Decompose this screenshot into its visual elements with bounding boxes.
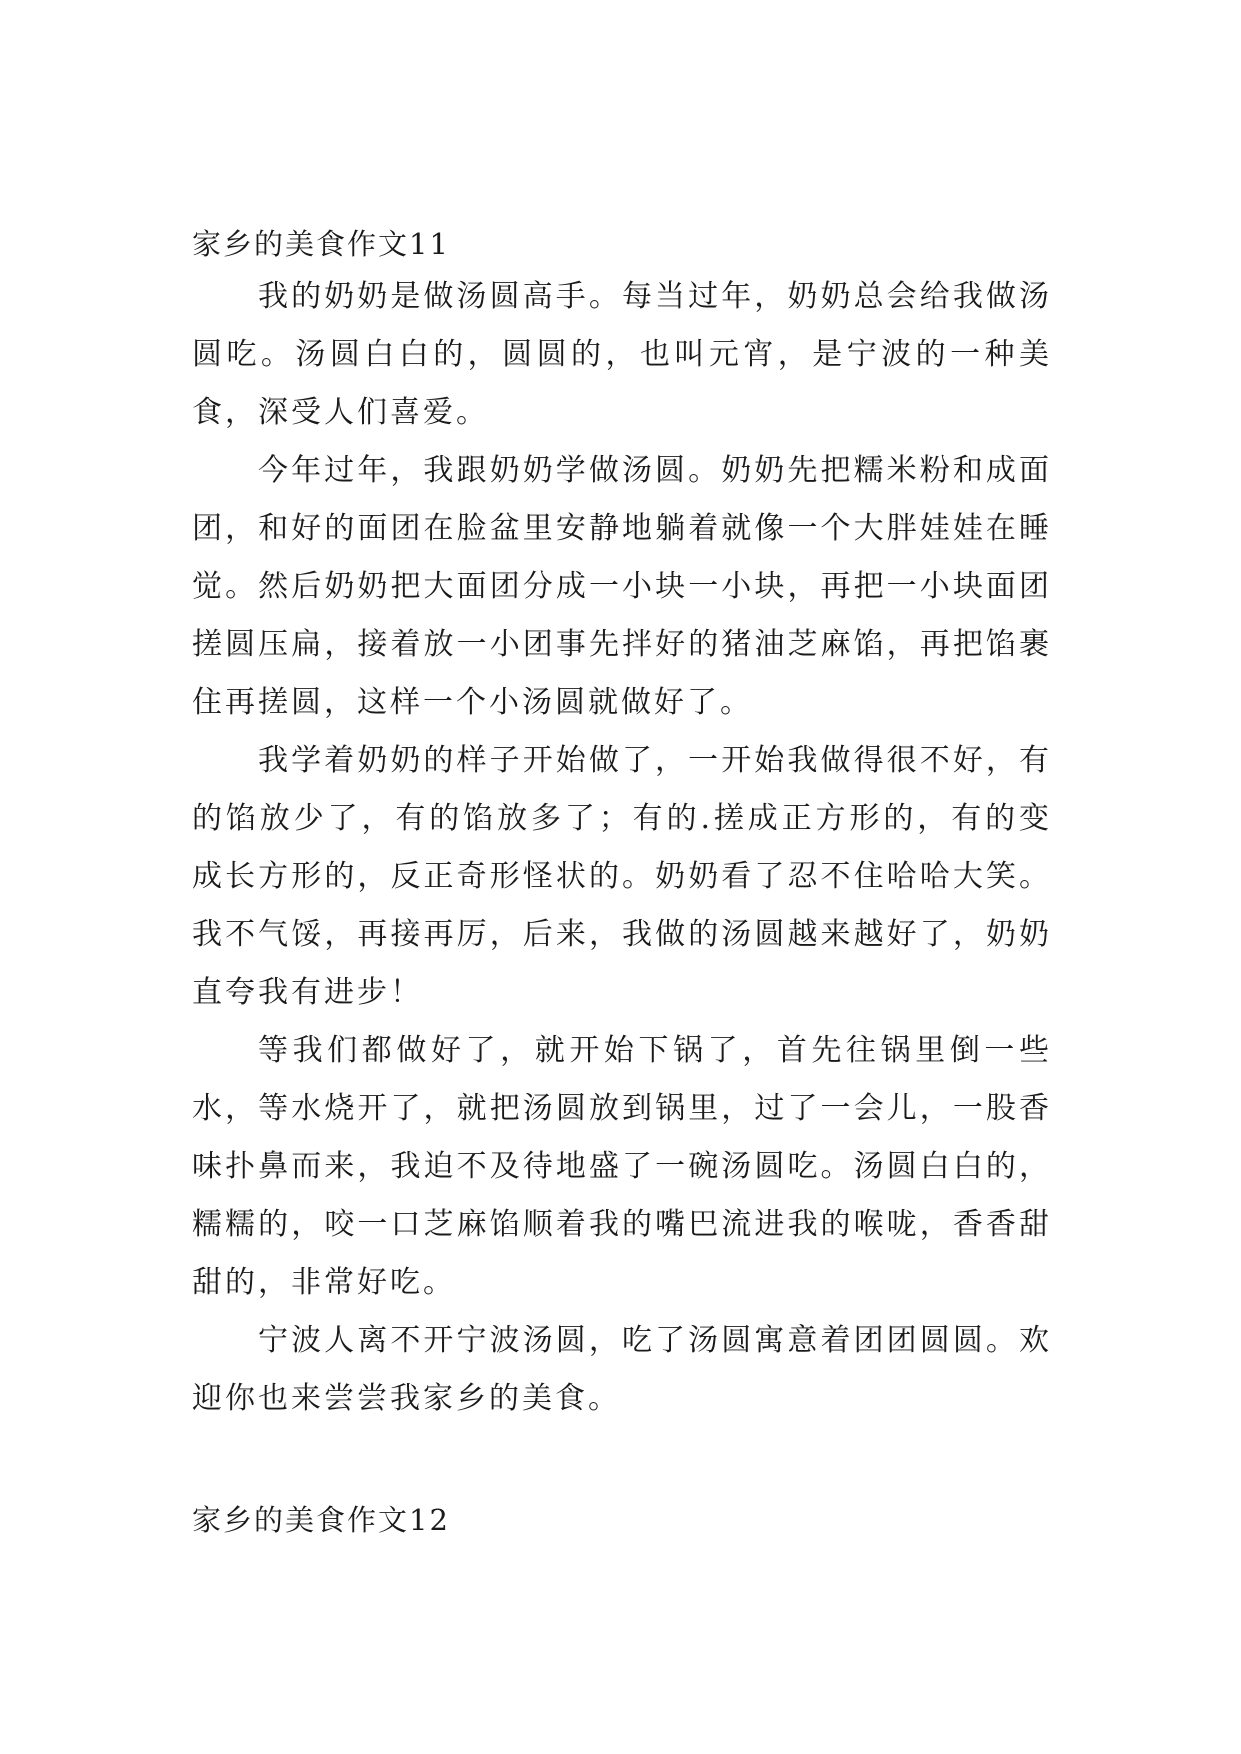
essay-11-title: 家乡的美食作文11 <box>192 227 450 261</box>
essay-11-paragraph-1: 我的奶奶是做汤圆高手。每当过年，奶奶总会给我做汤圆吃。汤圆白白的，圆圆的，也叫元宵，是宁波的一种美食，深受人们喜爱。 <box>192 279 1052 430</box>
essay-11-body <box>192 268 1052 1428</box>
essay-11-paragraph-5: 宁波人离不开宁波汤圆，吃了汤圆寓意着团团圆圆。欢迎你也来尝尝我家乡的美食。 <box>192 1323 1052 1416</box>
essay-11-paragraph-4: 等我们都做好了，就开始下锅了，首先往锅里倒一些水，等水烧开了，就把汤圆放到锅里，过了一会儿，一股香味扑鼻而来，我迫不及待地盛了一碗汤圆吃。汤圆白白的，糯糯的，咬一口芝麻馅顺着我的嘴巴流进我的喉咙，香香甜甜的，非常好吃。 <box>192 1033 1052 1300</box>
essay-11-paragraph-3: 我学着奶奶的样子开始做了，一开始我做得很不好，有的馅放少了，有的馅放多了；有的.搓成正方形的，有的变成长方形的，反正奇形怪状的。奶奶看了忍不住哈哈大笑。我不气馁，再接再厉，后来，我做的汤圆越来越好了，奶奶直夸我有进步！ <box>192 743 1052 1010</box>
essay-11-paragraph-2: 今年过年，我跟奶奶学做汤圆。奶奶先把糯米粉和成面团，和好的面团在脸盆里安静地躺着就像一个大胖娃娃在睡觉。然后奶奶把大面团分成一小块一小块，再把一小块面团搓圆压扁，接着放一小团事先拌好的猪油芝麻馅，再把馅裹住再搓圆，这样一个小汤圆就做好了。 <box>192 453 1052 720</box>
essay-12-title: 家乡的美食作文12 <box>192 1503 450 1537</box>
